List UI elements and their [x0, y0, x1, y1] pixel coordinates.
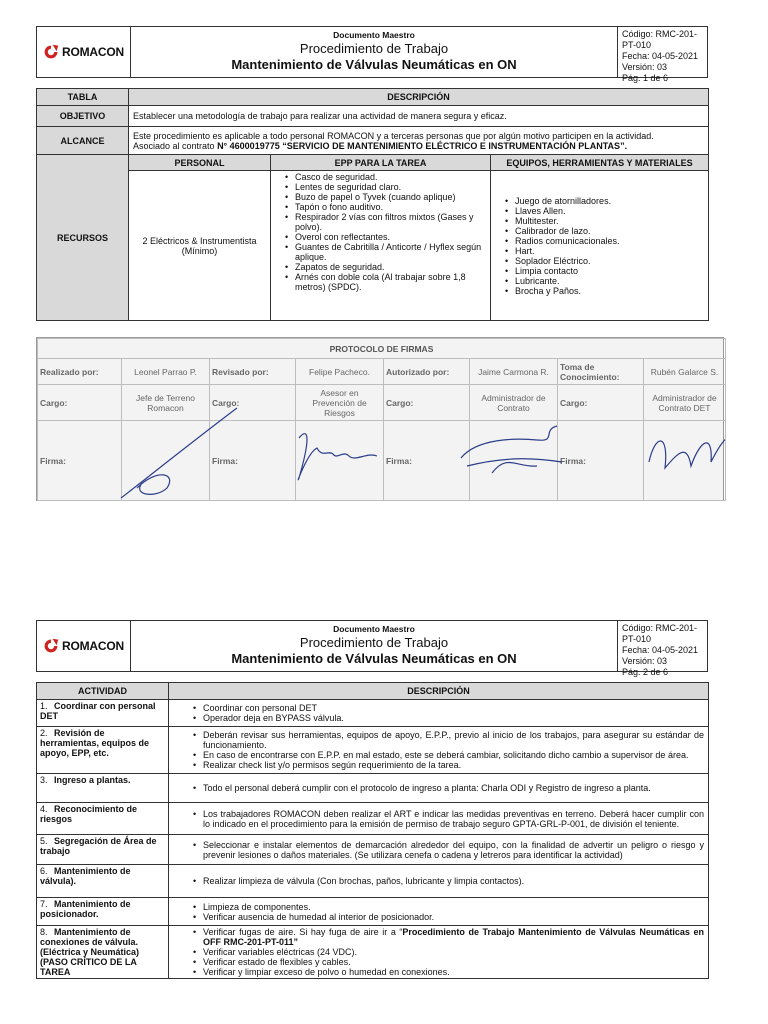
document-version: Versión: 03 [622, 62, 668, 72]
activity-step: • Verificar variables eléctricas (24 VDC). [191, 947, 704, 957]
activity-row [37, 803, 709, 835]
personal-cell: 2 Eléctricos & Instrumentista (Mínimo) [129, 171, 271, 321]
activity-steps [191, 876, 704, 886]
epp-item: • Overol con reflectantes. [283, 232, 486, 242]
step-text: Verificar fugas de aire. Si hay fuga de aire ir a “ [203, 927, 403, 937]
cargo-label: Cargo: [38, 385, 122, 421]
realizado-name: Leonel Parrao P. [122, 359, 210, 385]
equipos-header: EQUIPOS, HERRAMIENTAS Y MATERIALES [491, 155, 709, 171]
document-kind: Documento Maestro [333, 30, 415, 40]
activity-steps [191, 840, 704, 860]
epp-header: EPP PARA LA TAREA [271, 155, 491, 171]
toma-name: Rubén Galarce S. [644, 359, 726, 385]
activity-title: Mantenimiento de válvula). [40, 866, 131, 886]
firma-label: Firma: [210, 421, 296, 501]
equipos-item: • Soplador Eléctrico. [503, 256, 704, 266]
alcance-label: ALCANCE [37, 127, 129, 155]
document-codes [619, 29, 709, 84]
realizado-label: Realizado por: [38, 359, 122, 385]
epp-item: • Zapatos de seguridad. [283, 262, 486, 272]
document-date: Fecha: 04-05-2021 [622, 645, 699, 655]
activity-name [37, 803, 169, 835]
activities-table [36, 682, 709, 979]
equipos-item: • Juego de atornilladores. [503, 196, 704, 206]
romacon-logo-icon [43, 638, 59, 654]
activity-name [37, 898, 169, 926]
activity-row [37, 727, 709, 774]
cargo-toma: Administrador de Contrato DET [644, 385, 726, 421]
activity-steps [191, 730, 704, 770]
activity-step: • Coordinar con personal DET [191, 703, 704, 713]
equipos-item: • Llaves Allen. [503, 206, 704, 216]
equipos-item: • Hart. [503, 246, 704, 256]
document-date: Fecha: 04-05-2021 [622, 51, 699, 61]
epp-item: • Casco de seguridad. [283, 172, 486, 182]
cargo-autorizado: Administrador de Contrato [470, 385, 558, 421]
activity-name [37, 700, 169, 727]
activity-description [169, 803, 709, 835]
col-descripcion-header: DESCRIPCIÓN [129, 89, 709, 106]
document-kind: Documento Maestro [333, 624, 415, 634]
epp-item: • Guantes de Cabritilla / Anticorte / Hyflex según aplique. [283, 242, 486, 262]
activity-steps [191, 783, 704, 793]
cargo-revisado: Asesor en Prevención de Riesgos [296, 385, 384, 421]
activity-number: 1. [40, 701, 48, 711]
company-logo-2 [37, 621, 131, 671]
cargo-realizado: Jefe de Terreno Romacon [122, 385, 210, 421]
activity-row [37, 865, 709, 898]
activity-step: • Verificar ausencia de humedad al interior de posicionador. [191, 912, 704, 922]
autorizado-name: Jaime Carmona R. [470, 359, 558, 385]
header-titles [131, 27, 618, 77]
equipos-item: • Multitester. [503, 216, 704, 226]
alcance-line-1: Este procedimiento es aplicable a todo personal ROMACON y a terceras personas que por algún motivo participen en la actividad. [133, 130, 654, 141]
scope-table [36, 88, 709, 321]
alcance-text [129, 127, 709, 155]
activity-number: 3. [40, 775, 48, 785]
activity-step: • Verificar y limpiar exceso de polvo o humedad en conexiones. [191, 967, 704, 977]
page-number: Pág. 2 de 6 [622, 667, 669, 677]
activity-step: • Realizar check list y/o permisos según requerimiento de la tarea. [191, 760, 704, 770]
signature-protocol [36, 337, 724, 501]
activity-step: • Deberán revisar sus herramientas, equipos de apoyo, E.P.P., previo al inicio de los trabajos, para asegurar su estándar de funcionamiento. [191, 730, 704, 750]
company-logo [37, 27, 131, 77]
activity-description [169, 835, 709, 865]
page-2 [0, 610, 768, 1024]
epp-list [283, 172, 486, 292]
activity-step: • Los trabajadores ROMACON deben realizar el ART e indicar las medidas preventivas en terreno. Deberá hacer cumplir con lo indicado en el procedimiento para la emisión de permiso de trabajo seguro GPTA-GRL-P-001, de división el teniente. [191, 809, 704, 829]
document-title: Procedimiento de Trabajo [299, 635, 449, 650]
equipos-item: • Lubricante. [503, 276, 704, 286]
equipos-list [503, 196, 704, 296]
activity-description [169, 774, 709, 803]
activity-row [37, 700, 709, 727]
activity-name [37, 727, 169, 774]
activity-row [37, 898, 709, 926]
document-title: Procedimiento de Trabajo [299, 41, 449, 56]
firma-label: Firma: [558, 421, 644, 501]
document-header-2 [36, 620, 708, 677]
equipos-cell [491, 171, 709, 321]
procedure-reference: Procedimiento de Trabajo Mantenimiento de Válvulas Neumáticas en OFF RMC-201-PT-011” [203, 927, 704, 947]
activity-title: Segregación de Área de trabajo [40, 836, 157, 856]
activity-step [191, 927, 704, 947]
firma-label: Firma: [38, 421, 122, 501]
cargo-label: Cargo: [384, 385, 470, 421]
document-subtitle: Mantenimiento de Válvulas Neumáticas en ON [231, 57, 517, 72]
activity-step: • En caso de encontrarse con E.P.P. en mal estado, este se deberá cambiar, solicitando dicho cambio a supervisor de área. [191, 750, 704, 760]
activity-steps [191, 809, 704, 829]
revisado-label: Revisado por: [210, 359, 296, 385]
activity-description [169, 926, 709, 979]
activity-number: 4. [40, 804, 48, 814]
epp-item: • Respirador 2 vías con filtros mixtos (Gases y polvo). [283, 212, 486, 232]
activity-step: • Limpieza de componentes. [191, 902, 704, 912]
epp-item: • Arnés con doble cola (Al trabajar sobre 1,8 metros) (SPDC). [283, 272, 486, 292]
document-subtitle: Mantenimiento de Válvulas Neumáticas en ON [231, 651, 517, 666]
activity-steps [191, 927, 704, 977]
activity-name [37, 774, 169, 803]
equipos-item: • Radios comunicacionales. [503, 236, 704, 246]
activity-title: Mantenimiento de posicionador. [40, 899, 131, 919]
activities-body [37, 700, 709, 979]
handwritten-signatures [37, 338, 725, 502]
activity-number: 2. [40, 728, 48, 738]
activity-number: 5. [40, 836, 48, 846]
epp-item: • Tapón o fono auditivo. [283, 202, 486, 212]
firma-label: Firma: [384, 421, 470, 501]
page-number: Pág. 1 de 6 [622, 73, 669, 83]
activity-row [37, 835, 709, 865]
objetivo-text: Establecer una metodología de trabajo para realizar una actividad de manera segura y eficaz. [129, 106, 709, 127]
activity-steps [191, 902, 704, 922]
company-name: ROMACON [62, 45, 124, 59]
document-header [36, 26, 708, 83]
epp-item: • Lentes de seguridad claro. [283, 182, 486, 192]
activity-name [37, 926, 169, 979]
activity-row [37, 926, 709, 979]
equipos-item: • Calibrador de lazo. [503, 226, 704, 236]
activity-description [169, 727, 709, 774]
descripcion-header: DESCRIPCIÓN [169, 683, 709, 700]
cargo-label: Cargo: [210, 385, 296, 421]
alcance-line-2-prefix: Asociado al contrato [133, 140, 218, 151]
equipos-item: • Brocha y Paños. [503, 286, 704, 296]
document-version: Versión: 03 [622, 656, 668, 666]
personal-header: PERSONAL [129, 155, 271, 171]
cargo-label: Cargo: [558, 385, 644, 421]
activity-step: • Verificar estado de flexibles y cables. [191, 957, 704, 967]
equipos-item: • Limpia contacto [503, 266, 704, 276]
activity-number: 7. [40, 899, 48, 909]
company-name: ROMACON [62, 639, 124, 653]
activity-title: Reconocimiento de riesgos [40, 804, 138, 824]
toma-label: Toma de Conocimiento: [558, 359, 644, 385]
activity-description [169, 700, 709, 727]
alcance-line-2 [133, 141, 704, 151]
activity-number: 6. [40, 866, 48, 876]
activity-step: • Seleccionar e instalar elementos de demarcación alrededor del equipo, con la finalidad de advertir un peligro o riesgo y prevenir lesiones o daños materiales. (Se utilizara cenefa o cadena y letreros para identificar la actividad) [191, 840, 704, 860]
document-codes-2 [619, 623, 709, 678]
actividad-header: ACTIVIDAD [37, 683, 169, 700]
activity-step: • Operador deja en BYPASS válvula. [191, 713, 704, 723]
epp-cell [271, 171, 491, 321]
contract-number: N° 4600019775 “SERVICIO DE MANTENIMIENTO ELÉCTRICO E INSTRUMENTACIÓN PLANTAS”. [217, 140, 628, 151]
activity-title: Revisión de herramientas, equipos de apoyo, EPP, etc. [40, 728, 150, 758]
document-code: Código: RMC-201-PT-010 [622, 623, 698, 644]
objetivo-label: OBJETIVO [37, 106, 129, 127]
epp-item: • Buzo de papel o Tyvek (cuando aplique) [283, 192, 486, 202]
activity-row [37, 774, 709, 803]
recursos-label: RECURSOS [37, 155, 129, 321]
activity-name [37, 835, 169, 865]
activity-steps [191, 703, 704, 723]
revisado-name: Felipe Pacheco. [296, 359, 384, 385]
autorizado-label: Autorizado por: [384, 359, 470, 385]
activity-title: Mantenimiento de conexiones de válvula. (Eléctrica y Neumática) (PASO CRÍTICO DE LA TAREA [40, 927, 140, 977]
activity-step: • Todo el personal deberá cumplir con el protocolo de ingreso a planta: Charla ODI y Registro de ingreso a planta. [191, 783, 704, 793]
col-tabla-header: TABLA [37, 89, 129, 106]
signature-title: PROTOCOLO DE FIRMAS [38, 339, 726, 359]
activity-description [169, 865, 709, 898]
romacon-logo-icon [43, 44, 59, 60]
activity-title: Coordinar con personal DET [40, 701, 156, 721]
header-titles-2 [131, 621, 618, 671]
activity-number: 8. [40, 927, 48, 937]
activity-title: Ingreso a plantas. [54, 775, 131, 785]
activity-name [37, 865, 169, 898]
activity-description [169, 898, 709, 926]
activity-step: • Realizar limpieza de válvula (Con brochas, paños, lubricante y limpia contactos). [191, 876, 704, 886]
document-code: Código: RMC-201-PT-010 [622, 29, 698, 50]
